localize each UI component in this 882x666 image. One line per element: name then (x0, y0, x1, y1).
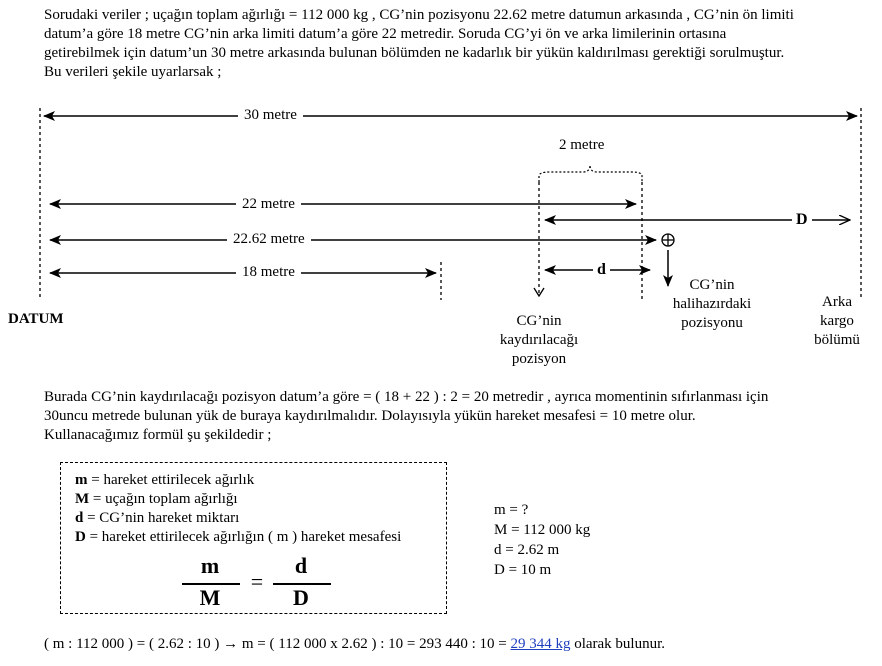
cg-symbol (662, 234, 674, 246)
given-line: m = ? (494, 502, 529, 518)
final-result: 29 344 kg (510, 636, 571, 652)
equals-sign: = (250, 569, 264, 594)
cargo-line-text: bölümü (814, 332, 860, 348)
target-position-label (479, 312, 599, 369)
fraction-numerator-left: m (200, 553, 220, 578)
definition-D: D = hareket ettirilecek ağırlığın ( m ) hareket mesafesi (75, 529, 402, 545)
label-22m: 22 metre (236, 196, 301, 213)
given-line: D = 10 m (494, 562, 552, 578)
explanation-paragraph (44, 388, 864, 445)
definition-m: m = hareket ettirilecek ağırlık (75, 472, 255, 488)
intro-line: datum’a göre 18 metre CG’nin arka limiti datum’a göre 22 metredir. Soruda CG’yi ön ve arka limilerinin ortasına (44, 26, 727, 42)
current-line-text: halihazırdaki (672, 296, 752, 312)
fraction-numerator-right: d (294, 553, 308, 578)
current-line-text: CG’nin (689, 277, 735, 293)
target-line-text: kaydırılacağı (499, 332, 579, 348)
intro-line: Sorudaki veriler ; uçağın toplam ağırlığı = 112 000 kg , CG’nin pozisyonu 22.62 metre datumun arkasında , CG’nin ön limiti (44, 7, 794, 23)
cargo-section-label (797, 293, 877, 350)
fraction-denominator-left: M (199, 585, 221, 610)
explain-line: Burada CG’nin kaydırılacağı pozisyon datum’a göre = ( 18 + 22 ) : 2 = 20 metredir , ayrıca momentinin sıfırlanması için (44, 389, 769, 405)
definition-M: M = uçağın toplam ağırlığı (75, 491, 238, 507)
label-30m: 30 metre (238, 107, 303, 124)
label-22-62m: 22.62 metre (227, 231, 311, 248)
two-metre-bracket (539, 165, 642, 182)
intro-line: Bu verileri şekile uyarlarsak ; (44, 64, 222, 80)
label-D: D (792, 211, 812, 229)
fraction-denominator-right: D (293, 585, 309, 610)
final-suffix: olarak bulunur. (570, 636, 666, 652)
cargo-line-text: Arka (822, 294, 852, 310)
formula-box (60, 462, 447, 614)
target-line-text: pozisyon (511, 351, 567, 367)
explain-line: 30uncu metrede bulunan yük de buraya kaydırılmalıdır. Dolayısıyla yükün hareket mesafesi = 10 metre olur. (44, 408, 696, 424)
given-line: d = 2.62 m (494, 542, 560, 558)
explain-line: Kullanacağımız formül şu şekildedir ; (44, 427, 272, 443)
final-prefix: ( m : 112 000 ) = ( 2.62 : 10 ) → m = ( 112 000 x 2.62 ) : 10 = 293 440 : 10 = (44, 636, 511, 652)
target-line-text: CG’nin (516, 313, 562, 329)
cargo-line-text: kargo (820, 313, 854, 329)
current-position-label (652, 276, 772, 333)
given-values (494, 500, 590, 580)
intro-line: getirebilmek için datum’un 30 metre arkasında bulunan bölümden ne kadarlık bir yükün kaldırılması gerektiği sorulmuştur. (44, 45, 785, 61)
current-line-text: pozisyonu (681, 315, 743, 331)
final-calculation (44, 636, 665, 653)
label-d: d (593, 261, 610, 279)
label-2m: 2 metre (559, 137, 605, 153)
given-line: M = 112 000 kg (494, 522, 591, 538)
definition-d: d = CG’nin hareket miktarı (75, 510, 240, 526)
datum-label: DATUM (8, 311, 64, 327)
label-18m: 18 metre (236, 264, 301, 281)
